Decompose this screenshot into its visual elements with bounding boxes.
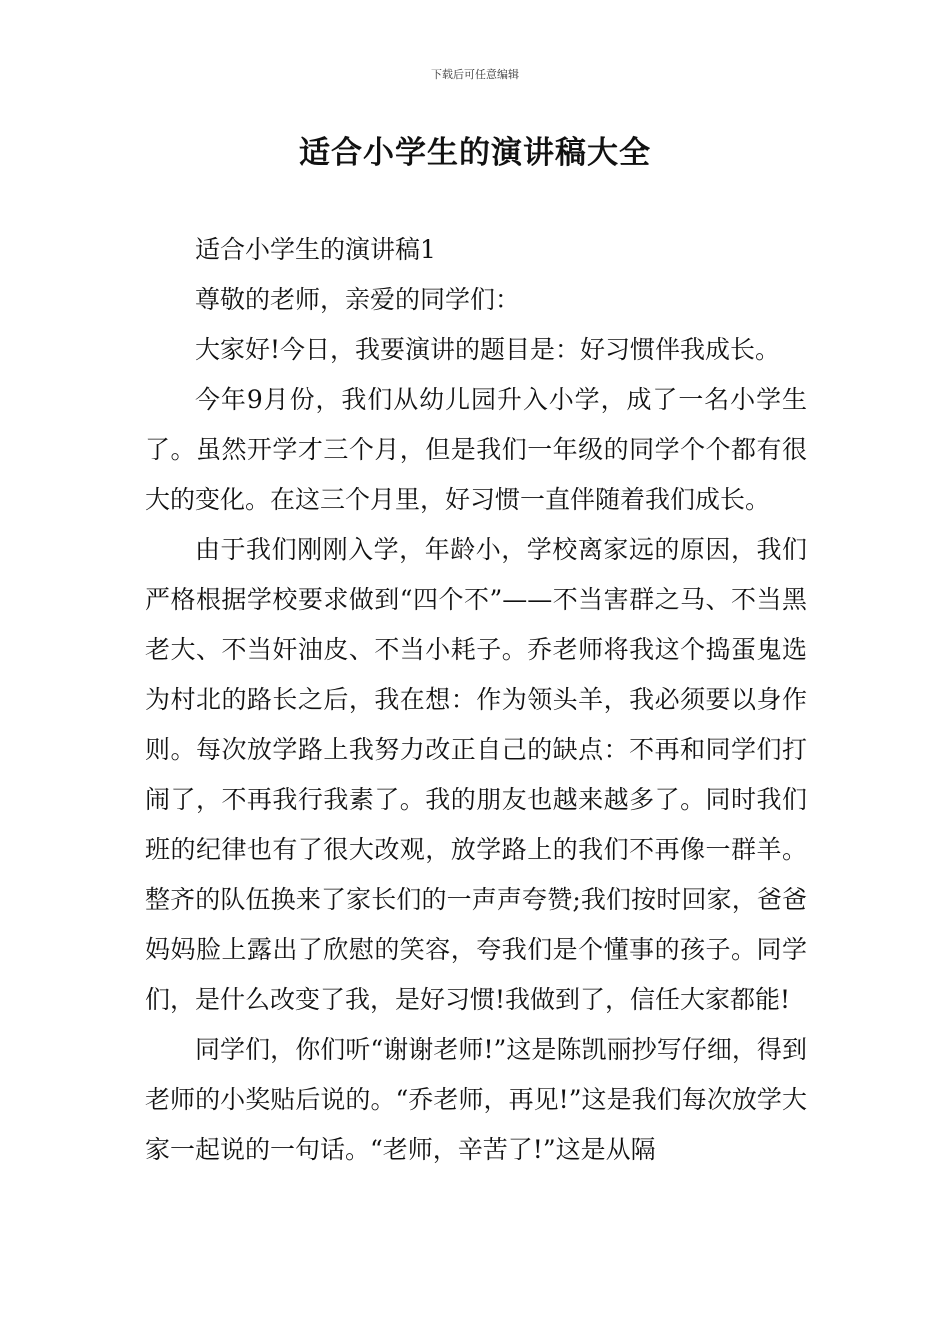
header-note: 下载后可任意编辑 <box>431 68 519 81</box>
paragraph-body: 由于我们刚刚入学，年龄小，学校离家远的原因，我们严格根据学校要求做到“四个不”——不当害群之马、不当黑老大、不当奸油皮、不当小耗子。乔老师将我这个捣蛋鬼选为村北的路长之后，我在想：作为领头羊，我必须要以身作则。每次放学路上我努力改正自己的缺点：不再和同学们打闹了，不再我行我素了。我的朋友也越来越多了。同时我们班的纪律也有了很大改观，放学路上的我们不再像一群羊。整齐的队伍换来了家长们的一声声夸赞;我们按时回家，爸爸妈妈脸上露出了欣慰的笑容，夸我们是个懂事的孩子。同学们，是什么改变了我，是好习惯!我做到了，信任大家都能! <box>145 535 807 1014</box>
paragraph-subtitle: 适合小学生的演讲稿1 <box>195 235 436 264</box>
document-title: 适合小学生的演讲稿大全 <box>299 135 651 171</box>
document-body <box>145 225 807 1175</box>
paragraph-intro: 大家好!今日，我要演讲的题目是：好习惯伴我成长。 <box>195 335 781 364</box>
paragraph-body: 同学们，你们听“谢谢老师!”这是陈凯丽抄写仔细，得到老师的小奖贴后说的。“乔老师，再见!”这是我们每次放学大家一起说的一句话。“老师，辛苦了!”这是从隔 <box>145 1035 807 1164</box>
paragraph-greeting: 尊敬的老师，亲爱的同学们： <box>195 285 521 314</box>
paragraph-body: 今年9月份，我们从幼儿园升入小学，成了一名小学生了。虽然开学才三个月，但是我们一年级的同学个个都有很大的变化。在这三个月里，好习惯一直伴随着我们成长。 <box>145 385 807 514</box>
